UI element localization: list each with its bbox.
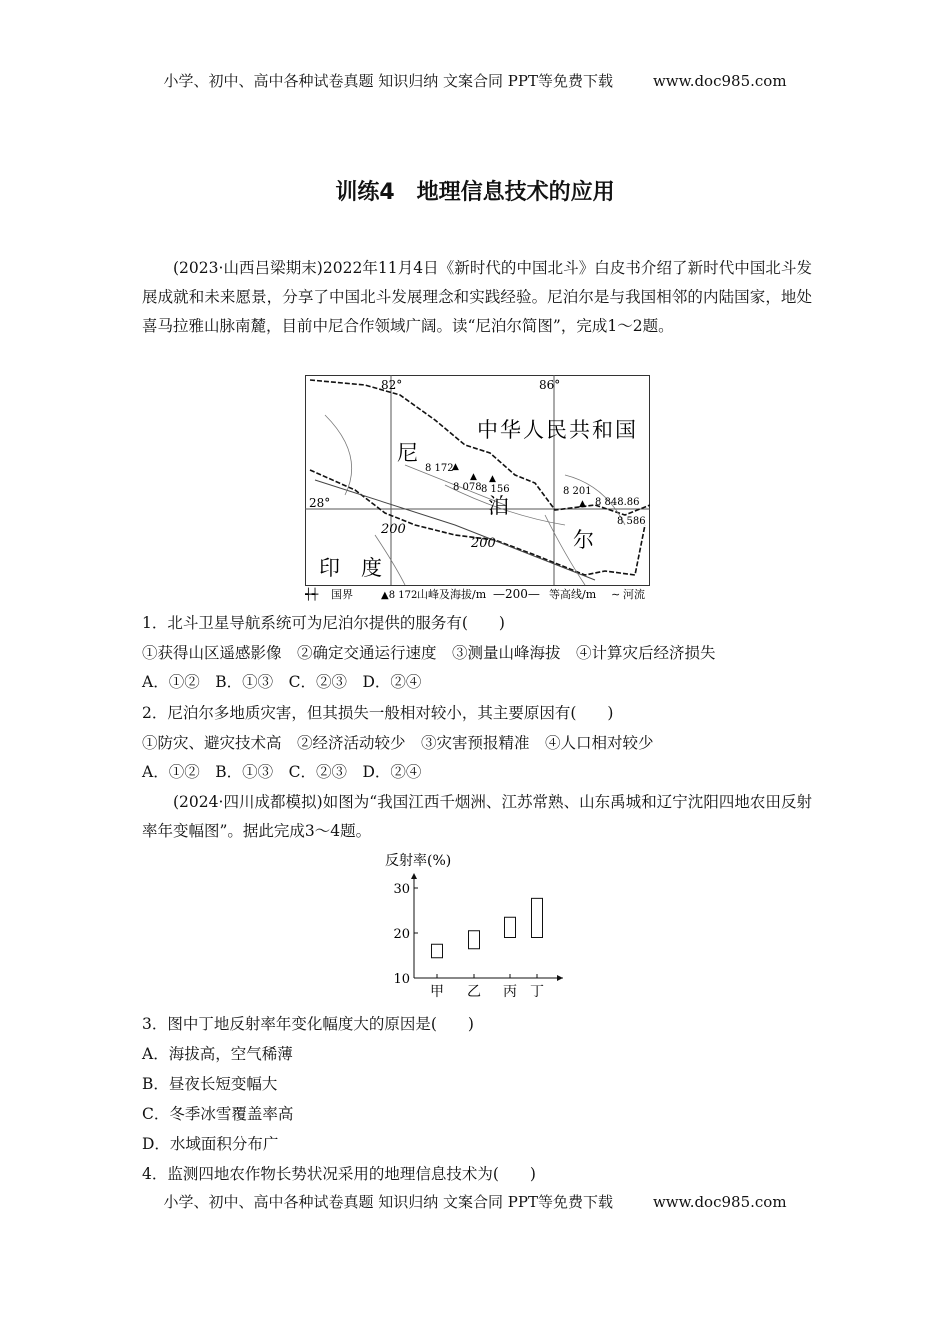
peak-icon: ▲ bbox=[452, 462, 459, 472]
peak-icon: ▲ bbox=[579, 499, 586, 509]
legend-contour-sample: —200— bbox=[493, 587, 540, 601]
peak-label: 8 172 bbox=[425, 463, 454, 474]
nepal-map bbox=[305, 375, 650, 603]
q1-options: A．①② B．①③ C．②③ D．②④ bbox=[142, 673, 422, 691]
label-india: 印 度 bbox=[319, 556, 382, 580]
contour-label: 200 bbox=[471, 536, 496, 551]
page-header bbox=[0, 70, 950, 91]
legend-contour: 等高线/m bbox=[549, 588, 597, 601]
q1-items: ①获得山区遥感影像 ②确定交通运行速度 ③测量山峰海拔 ④计算灾后经济损失 bbox=[142, 644, 716, 662]
legend-border: 国界 bbox=[331, 588, 353, 601]
x-tick-label: 丁 bbox=[530, 984, 544, 1000]
y-tick-label: 10 bbox=[393, 972, 410, 987]
q4-stem: 4．监测四地农作物长势状况采用的地理信息技术为( ) bbox=[142, 1165, 536, 1183]
lon-label-82: 82° bbox=[381, 378, 403, 392]
x-tick-label: 甲 bbox=[430, 984, 444, 1000]
peak-label: 8 156 bbox=[481, 484, 510, 495]
y-tick-label: 20 bbox=[393, 927, 410, 942]
q3-option-a[interactable]: A．海拔高，空气稀薄 bbox=[142, 1045, 293, 1063]
border-legend-icon: ┽┽ bbox=[305, 588, 319, 601]
reflectance-chart bbox=[375, 845, 575, 1000]
range-bar-甲 bbox=[432, 944, 443, 958]
q2-options: A．①② B．①③ C．②③ D．②④ bbox=[142, 763, 422, 781]
range-bar-乙 bbox=[469, 931, 480, 949]
intro-paragraph-2: (2024·四川成都模拟)如图为“我国江西千烟洲、江苏常熟、山东禹城和辽宁沈阳四地农田反射率年变幅图”。据此完成3～4题。 bbox=[142, 793, 812, 840]
page-footer bbox=[0, 1191, 950, 1212]
peak-label: 8 201 bbox=[563, 486, 592, 497]
x-tick-label: 乙 bbox=[467, 984, 481, 1000]
q2-items: ①防灾、避灾技术高 ②经济活动较少 ③灾害预报精准 ④人口相对较少 bbox=[142, 734, 654, 752]
peak-label: 8 586 bbox=[617, 516, 646, 527]
label-nepal-3: 尔 bbox=[573, 528, 594, 552]
header-text: 小学、初中、高中各种试卷真题 知识归纳 文案合同 PPT等免费下载 bbox=[163, 72, 613, 90]
legend-peak-sample: ▲8 172 bbox=[381, 590, 418, 601]
legend-river: 河流 bbox=[623, 588, 645, 601]
y-axis-arrow bbox=[411, 873, 417, 879]
range-bar-丁 bbox=[532, 898, 543, 937]
q2-stem: 2．尼泊尔多地质灾害，但其损失一般相对较小，其主要原因有( ) bbox=[142, 704, 614, 722]
peak-label: 8 078 bbox=[453, 482, 482, 493]
peak-icon: ▲ bbox=[470, 472, 477, 482]
range-bar-丙 bbox=[505, 917, 516, 937]
lat-label-28: 28° bbox=[309, 496, 331, 510]
footer-site-link[interactable]: www.doc985.com bbox=[652, 1193, 787, 1211]
label-nepal-2: 泊 bbox=[488, 494, 509, 518]
contour-label: 200 bbox=[381, 522, 406, 537]
label-nepal-1: 尼 bbox=[397, 441, 418, 465]
q3-option-b[interactable]: B．昼夜长短变幅大 bbox=[142, 1075, 278, 1093]
q3-stem: 3．图中丁地反射率年变化幅度大的原因是( ) bbox=[142, 1015, 474, 1033]
peak-icon: ▲ bbox=[489, 474, 496, 484]
q1-stem: 1．北斗卫星导航系统可为尼泊尔提供的服务有( ) bbox=[142, 614, 505, 632]
q3-option-d[interactable]: D．水域面积分布广 bbox=[142, 1135, 279, 1153]
page-title: 训练4 地理信息技术的应用 bbox=[335, 180, 615, 205]
q3-option-c[interactable]: C．冬季冰雪覆盖率高 bbox=[142, 1105, 294, 1123]
label-china: 中华人民共和国 bbox=[477, 418, 638, 442]
x-tick-label: 丙 bbox=[503, 984, 517, 1000]
river-legend-icon: ∼ bbox=[611, 588, 621, 601]
x-axis-arrow bbox=[557, 975, 563, 981]
legend-peak: 山峰及海拔/m bbox=[417, 588, 487, 601]
y-axis-label: 反射率(%) bbox=[385, 853, 452, 869]
peak-label: 8 848.86 bbox=[595, 497, 640, 508]
lon-label-86: 86° bbox=[539, 378, 561, 392]
intro-paragraph-1: (2023·山西吕梁期末)2022年11月4日《新时代的中国北斗》白皮书介绍了新时代中国北斗发展成就和未来愿景，分享了中国北斗发展理念和实践经验。尼泊尔是与我国相邻的内陆国家，地处喜马拉雅山脉南麓，目前中尼合作领域广阔。读“尼泊尔简图”，完成1～2题。 bbox=[142, 259, 812, 335]
header-site-link[interactable]: www.doc985.com bbox=[652, 72, 787, 90]
footer-text: 小学、初中、高中各种试卷真题 知识归纳 文案合同 PPT等免费下载 bbox=[163, 1193, 613, 1211]
y-tick-label: 30 bbox=[393, 882, 410, 897]
